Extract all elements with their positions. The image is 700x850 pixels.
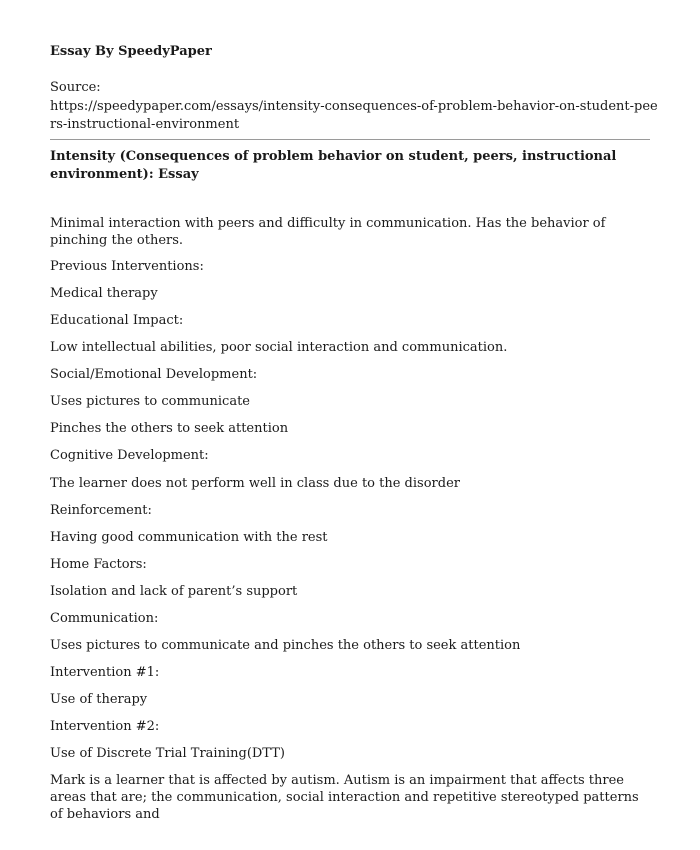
essay-paragraph: Home Factors: bbox=[50, 557, 147, 572]
source-url: https://speedypaper.com/essays/intensity-consequences-of-problem-behavior-on-student-peers-instructional-environment bbox=[50, 99, 658, 132]
essay-paragraph: Uses pictures to communicate and pinches the others to seek attention bbox=[50, 638, 521, 653]
essay-paragraph: Cognitive Development: bbox=[50, 448, 209, 463]
essay-paragraph: Reinforcement: bbox=[50, 503, 152, 518]
essay-paragraph: Educational Impact: bbox=[50, 313, 184, 328]
header-divider bbox=[50, 139, 650, 140]
essay-paragraph: Use of therapy bbox=[50, 692, 148, 707]
essay-paragraph: Intervention #2: bbox=[50, 719, 160, 734]
essay-paragraph: Communication: bbox=[50, 611, 159, 626]
essay-author-heading: Essay By SpeedyPaper bbox=[50, 44, 212, 59]
source-label: Source: bbox=[50, 80, 101, 95]
essay-paragraph: The learner does not perform well in class due to the disorder bbox=[50, 476, 460, 491]
essay-paragraph: Intervention #1: bbox=[50, 665, 160, 680]
essay-paragraph: Pinches the others to seek attention bbox=[50, 421, 289, 436]
essay-paragraph: Isolation and lack of parent’s support bbox=[50, 584, 298, 599]
essay-paragraph: Low intellectual abilities, poor social interaction and communication. bbox=[50, 340, 508, 355]
essay-paragraph: Uses pictures to communicate bbox=[50, 394, 250, 409]
essay-paragraph: Use of Discrete Trial Training(DTT) bbox=[50, 746, 285, 761]
essay-title: Intensity (Consequences of problem behavior on student, peers, instructional environment): Essay bbox=[50, 149, 617, 182]
essay-paragraph: Social/Emotional Development: bbox=[50, 367, 258, 382]
essay-paragraph: Previous Interventions: bbox=[50, 259, 204, 274]
essay-paragraph: Having good communication with the rest bbox=[50, 530, 328, 545]
essay-paragraph: Mark is a learner that is affected by autism. Autism is an impairment that affects three areas that are; the communication, social interaction and repetitive stereotyped patterns of behaviors and bbox=[50, 773, 639, 822]
essay-paragraph: Minimal interaction with peers and difficulty in communication. Has the behavior of pinching the others. bbox=[50, 216, 606, 248]
essay-paragraph: Medical therapy bbox=[50, 286, 158, 301]
